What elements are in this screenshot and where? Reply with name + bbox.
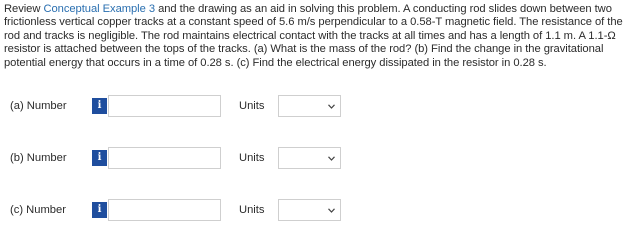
answer-label-b: (b) Number [10, 152, 67, 164]
answer-row-c [0, 199, 637, 225]
conceptual-example-link[interactable]: Conceptual Example 3 [43, 3, 156, 15]
number-input-b[interactable] [108, 147, 221, 169]
chevron-down-icon [328, 104, 335, 109]
info-icon[interactable]: i [92, 98, 107, 114]
number-input-a[interactable] [108, 95, 221, 117]
units-select-c[interactable] [278, 199, 341, 221]
units-label-a: Units [239, 100, 265, 112]
answer-label-c: (c) Number [10, 204, 66, 216]
units-label-b: Units [239, 152, 265, 164]
problem-intro: Review [4, 3, 44, 15]
problem-body: and the drawing as an aid in solving this problem. A conducting rod slides down between two frictionless vertical copper tracks at a constant speed of 5.6 m/s perpendicular to a 0.58-T magnetic field. The resistance of the rod and tracks is negligible. The rod maintains electrical contact with the tracks at all times and has a length of 1.1 m. A 1.1-Ω resistor is attached between the tops of the tracks. (a) What is the mass of the rod? (b) Find the change in the gravitational potential energy that occurs in a time of 0.28 s. (c) Find the electrical energy dissipated in the resistor in 0.28 s. [4, 3, 623, 69]
problem-statement [4, 3, 634, 70]
answer-row-a [0, 95, 637, 121]
units-select-a[interactable] [278, 95, 341, 117]
chevron-down-icon [328, 208, 335, 213]
answer-row-b [0, 147, 637, 173]
units-label-c: Units [239, 204, 265, 216]
units-select-b[interactable] [278, 147, 341, 169]
info-icon[interactable]: i [92, 202, 107, 218]
chevron-down-icon [328, 156, 335, 161]
number-input-c[interactable] [108, 199, 221, 221]
answer-label-a: (a) Number [10, 100, 67, 112]
info-icon[interactable]: i [92, 150, 107, 166]
